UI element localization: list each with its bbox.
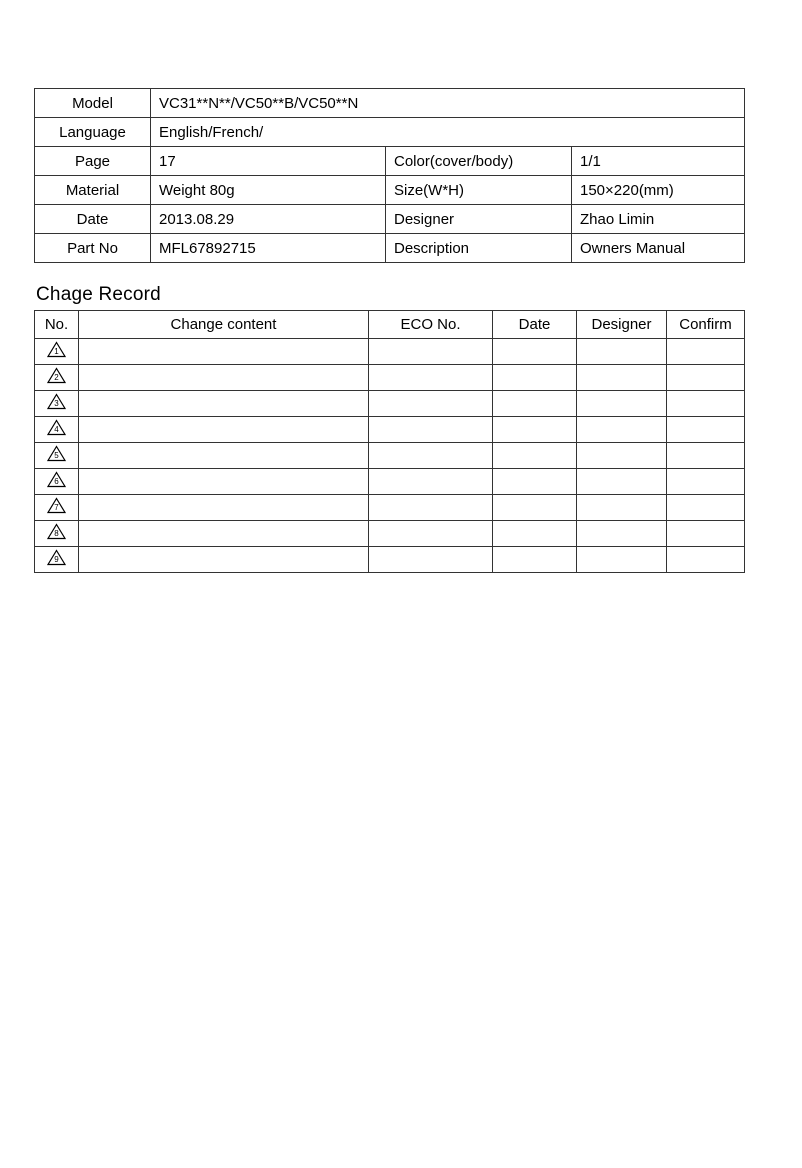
- spec-label-model: Model: [35, 89, 151, 118]
- table-row: [35, 521, 745, 547]
- cell-eco-no: [369, 469, 493, 495]
- cell-designer: [577, 521, 667, 547]
- table-row: [35, 365, 745, 391]
- table-row: [35, 176, 745, 205]
- cell-change-content: [79, 469, 369, 495]
- cell-designer: [577, 365, 667, 391]
- cell-designer: [577, 547, 667, 573]
- cell-change-content: [79, 547, 369, 573]
- table-row: [35, 547, 745, 573]
- spec-value-material: Weight 80g: [151, 176, 386, 205]
- table-row: [35, 205, 745, 234]
- warning-triangle-icon: [35, 547, 79, 573]
- spec-value-designer: Zhao Limin: [572, 205, 745, 234]
- change-record-title: Chage Record: [36, 284, 161, 305]
- table-row: [35, 469, 745, 495]
- table-row: [35, 234, 745, 263]
- change-record-body: [35, 339, 745, 573]
- cell-date: [493, 469, 577, 495]
- spec-label-designer: Designer: [386, 205, 572, 234]
- cell-confirm: [667, 339, 745, 365]
- cell-confirm: [667, 417, 745, 443]
- cell-change-content: [79, 391, 369, 417]
- svg-text:7: 7: [54, 503, 59, 512]
- cell-confirm: [667, 443, 745, 469]
- svg-text:1: 1: [54, 347, 59, 356]
- cell-change-content: [79, 417, 369, 443]
- table-row: [35, 495, 745, 521]
- spec-label-description: Description: [386, 234, 572, 263]
- table-row: [35, 443, 745, 469]
- spec-label-part-no: Part No: [35, 234, 151, 263]
- cell-designer: [577, 391, 667, 417]
- cell-confirm: [667, 521, 745, 547]
- table-row: [35, 391, 745, 417]
- spec-value-size: 150×220(mm): [572, 176, 745, 205]
- spec-label-language: Language: [35, 118, 151, 147]
- cell-date: [493, 495, 577, 521]
- col-header-designer: Designer: [577, 311, 667, 339]
- cell-designer: [577, 495, 667, 521]
- svg-text:4: 4: [54, 425, 59, 434]
- cell-change-content: [79, 339, 369, 365]
- svg-text:9: 9: [54, 555, 59, 564]
- warning-triangle-icon: [35, 495, 79, 521]
- cell-designer: [577, 417, 667, 443]
- warning-triangle-icon: [35, 417, 79, 443]
- spec-value-date: 2013.08.29: [151, 205, 386, 234]
- cell-eco-no: [369, 417, 493, 443]
- cell-change-content: [79, 365, 369, 391]
- warning-triangle-icon: [35, 339, 79, 365]
- col-header-confirm: Confirm: [667, 311, 745, 339]
- cell-eco-no: [369, 547, 493, 573]
- spec-label-material: Material: [35, 176, 151, 205]
- cell-eco-no: [369, 495, 493, 521]
- cell-date: [493, 391, 577, 417]
- cell-confirm: [667, 391, 745, 417]
- warning-triangle-icon: [35, 365, 79, 391]
- warning-triangle-icon: [35, 521, 79, 547]
- spec-value-part-no: MFL67892715: [151, 234, 386, 263]
- col-header-eco-no: ECO No.: [369, 311, 493, 339]
- cell-confirm: [667, 469, 745, 495]
- svg-text:6: 6: [54, 477, 59, 486]
- warning-triangle-icon: [35, 443, 79, 469]
- col-header-date: Date: [493, 311, 577, 339]
- spec-label-page: Page: [35, 147, 151, 176]
- col-header-change-content: Change content: [79, 311, 369, 339]
- cell-eco-no: [369, 443, 493, 469]
- warning-triangle-icon: [35, 469, 79, 495]
- svg-text:2: 2: [54, 373, 59, 382]
- spec-value-page: 17: [151, 147, 386, 176]
- spec-value-color: 1/1: [572, 147, 745, 176]
- cell-confirm: [667, 365, 745, 391]
- cell-change-content: [79, 521, 369, 547]
- cell-date: [493, 339, 577, 365]
- cell-eco-no: [369, 391, 493, 417]
- cell-confirm: [667, 547, 745, 573]
- svg-text:3: 3: [54, 399, 59, 408]
- cell-eco-no: [369, 521, 493, 547]
- cell-eco-no: [369, 365, 493, 391]
- cell-designer: [577, 339, 667, 365]
- specification-table: [34, 88, 745, 263]
- table-row: [35, 118, 745, 147]
- cell-date: [493, 443, 577, 469]
- cell-date: [493, 521, 577, 547]
- cell-designer: [577, 443, 667, 469]
- cell-date: [493, 547, 577, 573]
- cell-designer: [577, 469, 667, 495]
- warning-triangle-icon: [35, 391, 79, 417]
- cell-change-content: [79, 443, 369, 469]
- spec-value-language: English/French/: [151, 118, 745, 147]
- table-row: [35, 417, 745, 443]
- svg-text:8: 8: [54, 529, 59, 538]
- cell-eco-no: [369, 339, 493, 365]
- table-row: [35, 339, 745, 365]
- cell-change-content: [79, 495, 369, 521]
- spec-label-date: Date: [35, 205, 151, 234]
- spec-value-description: Owners Manual: [572, 234, 745, 263]
- table-row: [35, 147, 745, 176]
- spec-label-color: Color(cover/body): [386, 147, 572, 176]
- cell-confirm: [667, 495, 745, 521]
- col-header-no: No.: [35, 311, 79, 339]
- spec-label-size: Size(W*H): [386, 176, 572, 205]
- table-header-row: [35, 311, 745, 339]
- cell-date: [493, 365, 577, 391]
- cell-date: [493, 417, 577, 443]
- spec-value-model: VC31**N**/VC50**B/VC50**N: [151, 89, 745, 118]
- change-record-table: [34, 310, 745, 573]
- svg-text:5: 5: [54, 451, 59, 460]
- table-row: [35, 89, 745, 118]
